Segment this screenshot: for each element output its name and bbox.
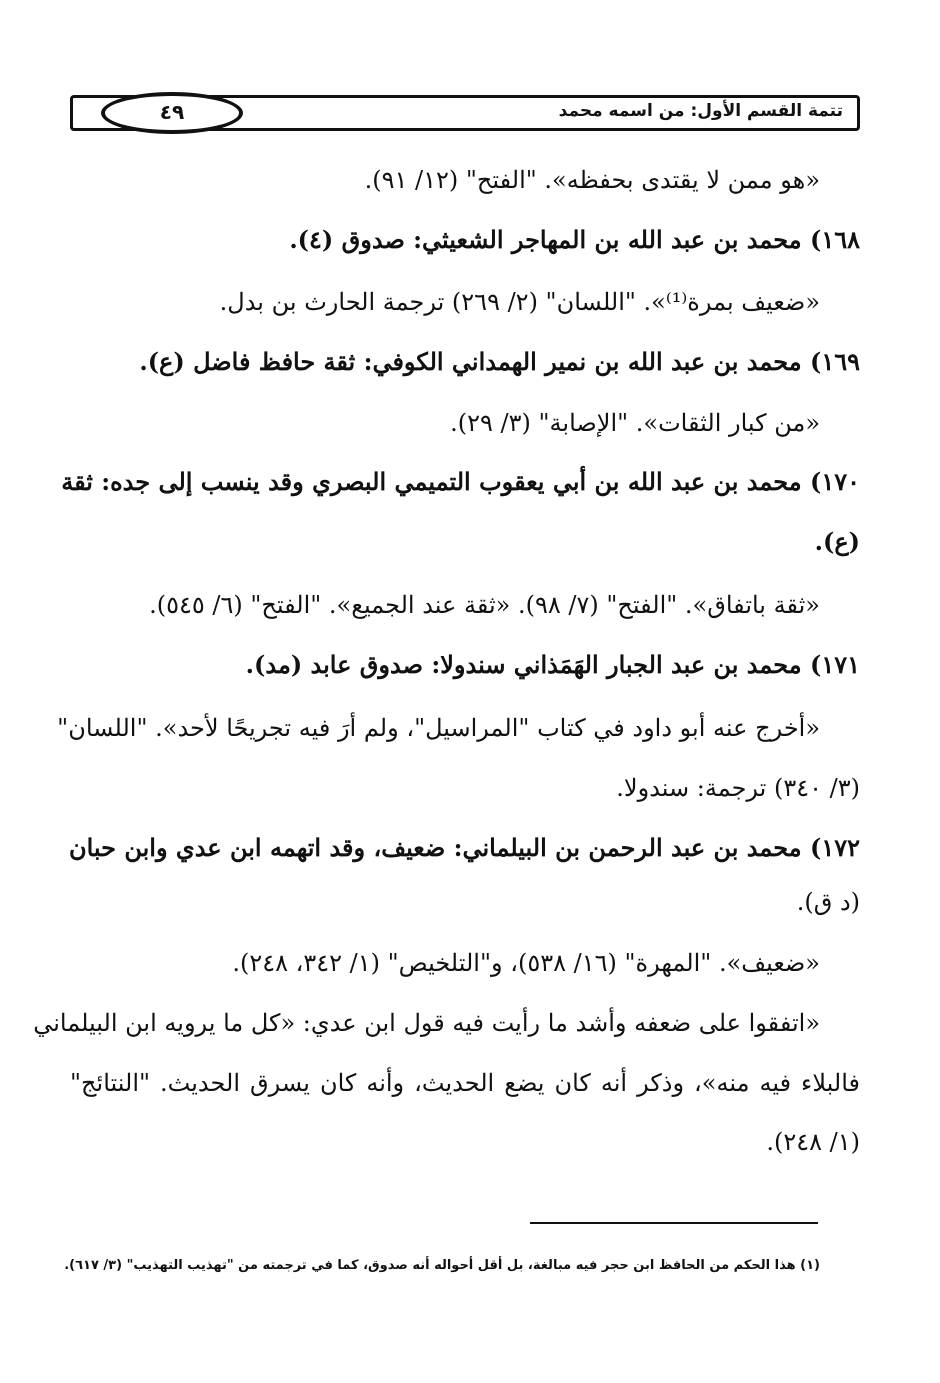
text-line: «ضعيف». "المهرة" (١٦/ ٥٣٨)، و"التلخيص" (١/ ٣٤٢، ٢٤٨). (232, 949, 820, 977)
text-line: «ضعيف بمرة⁽¹⁾». "اللسان" (٢/ ٢٦٩) ترجمة الحارث بن بدل. (219, 288, 820, 316)
page-number: ٤٩ (159, 100, 185, 124)
footnote: (١) هذا الحكم من الحافظ ابن حجر فيه مبالغة، بل أقل أحواله أنه صدوق، كما في ترجمته من "تهذيب التهذيب" (٣/ ٦١٧). (64, 1258, 820, 1273)
entry-heading-171: ١٧١) محمد بن عبد الجبار الهَمَذاني سندولا: صدوق عابد (مد). (245, 650, 860, 679)
entry-heading-172: ١٧٢) محمد بن عبد الرحمن بن البيلماني: ضعيف، وقد اتهمه ابن عدي وابن حبان (68, 833, 860, 862)
text-line: «أخرج عنه أبو داود في كتاب "المراسيل"، ولم أرَ فيه تجريحًا لأحد». "اللسان" (57, 714, 820, 742)
text-line: (١/ ٢٤٨). (766, 1128, 860, 1156)
entry-heading-168: ١٦٨) محمد بن عبد الله بن المهاجر الشعيثي: صدوق (٤). (289, 225, 860, 254)
text-line: «هو ممن لا يقتدى بحفظه». "الفتح" (١٢/ ٩١). (364, 166, 820, 194)
entry-heading-170-cont: (ع). (814, 527, 860, 556)
text-line: «ثقة باتفاق». "الفتح" (٧/ ٩٨). «ثقة عند الجميع». "الفتح" (٦/ ٥٤٥). (149, 591, 820, 619)
running-header (70, 95, 860, 131)
text-line: (٣/ ٣٤٠) ترجمة: سندولا. (616, 774, 860, 802)
entry-heading-170: ١٧٠) محمد بن عبد الله بن أبي يعقوب التميمي البصري وقد ينسب إلى جده: ثقة (61, 467, 860, 496)
header-title: تتمة القسم الأول: من اسمه محمد (558, 101, 843, 121)
text-line: فالبلاء فيه منه»، وذكر أنه كان يضع الحديث، وأنه كان يسرق الحديث. "النتائج" (70, 1069, 860, 1097)
page-number-oval (101, 92, 243, 134)
footnote-separator (530, 1222, 818, 1224)
text-line: «من كبار الثقات». "الإصابة" (٣/ ٢٩). (450, 409, 820, 437)
entry-heading-169: ١٦٩) محمد بن عبد الله بن نمير الهمداني الكوفي: ثقة حافظ فاضل (ع). (139, 347, 860, 376)
text-line: «اتفقوا على ضعفه وأشد ما رأيت فيه قول ابن عدي: «كل ما يرويه ابن البيلماني (33, 1009, 820, 1037)
text-line: (د ق). (796, 888, 860, 916)
